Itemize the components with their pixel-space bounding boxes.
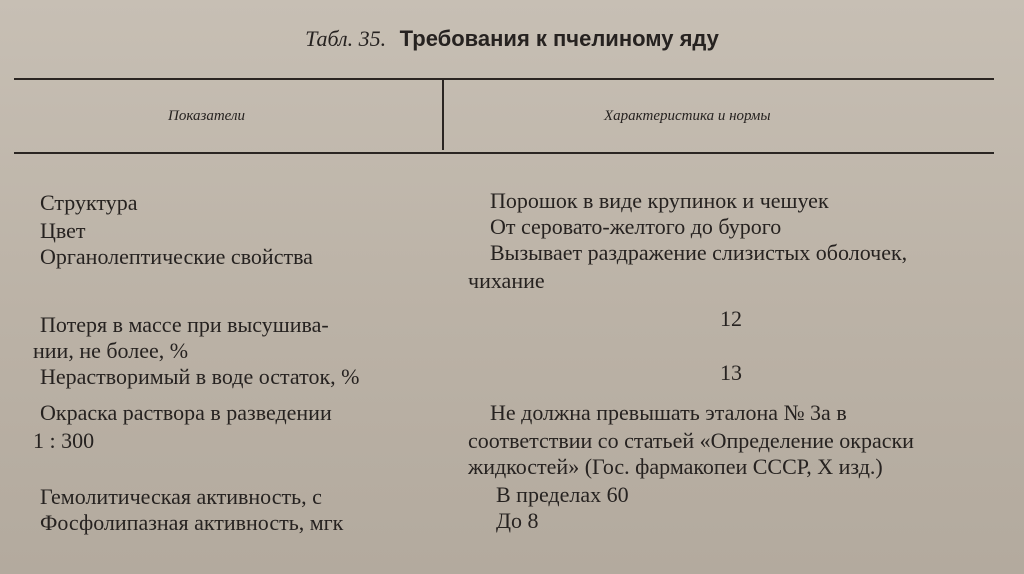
header-rule	[14, 152, 994, 154]
row-solution-color-name-1: Окраска раствора в разведении	[40, 400, 332, 425]
row-solution-color-value-3: жидкостей» (Гос. фармакопеи СССР, X изд.)	[468, 454, 883, 479]
header-indicators: Показатели	[168, 108, 245, 124]
row-organoleptic-value-2: чихание	[468, 268, 545, 293]
row-insoluble-value: 13	[720, 360, 742, 385]
row-structure-value: Порошок в виде крупинок и чешуек	[490, 188, 829, 213]
row-mass-loss-name-2: нии, не более, %	[33, 338, 189, 363]
row-solution-color-name-2: 1 : 300	[33, 428, 95, 453]
header-divider	[442, 80, 444, 150]
table-caption	[0, 26, 1024, 52]
top-rule	[14, 78, 994, 80]
row-mass-loss-value: 12	[720, 306, 742, 331]
row-organoleptic-name: Органолептические свойства	[40, 244, 313, 269]
row-insoluble-name: Нерастворимый в воде остаток, %	[40, 364, 360, 389]
row-color-value: От серовато-желтого до бурого	[490, 214, 782, 239]
row-mass-loss-name-1: Потеря в массе при высушива-	[40, 312, 329, 337]
row-organoleptic-value-1: Вызывает раздражение слизистых оболочек,	[490, 240, 908, 265]
table-title: Требования к пчелиному яду	[399, 26, 719, 51]
row-solution-color-value-2: соответствии со статьей «Определение окраски	[468, 428, 914, 453]
row-hemolytic-name: Гемолитическая активность, с	[40, 484, 322, 509]
row-structure-name: Структура	[40, 190, 138, 215]
row-solution-color-value-1: Не должна превышать эталона № 3а в	[490, 400, 847, 425]
row-hemolytic-value: В пределах 60	[496, 482, 629, 507]
table-label: Табл. 35.	[305, 26, 387, 51]
row-color-name: Цвет	[40, 218, 86, 243]
row-phospholipase-name: Фосфолипазная активность, мгк	[40, 510, 344, 535]
row-phospholipase-value: До 8	[496, 508, 539, 533]
header-characteristics: Характеристика и нормы	[604, 108, 771, 124]
